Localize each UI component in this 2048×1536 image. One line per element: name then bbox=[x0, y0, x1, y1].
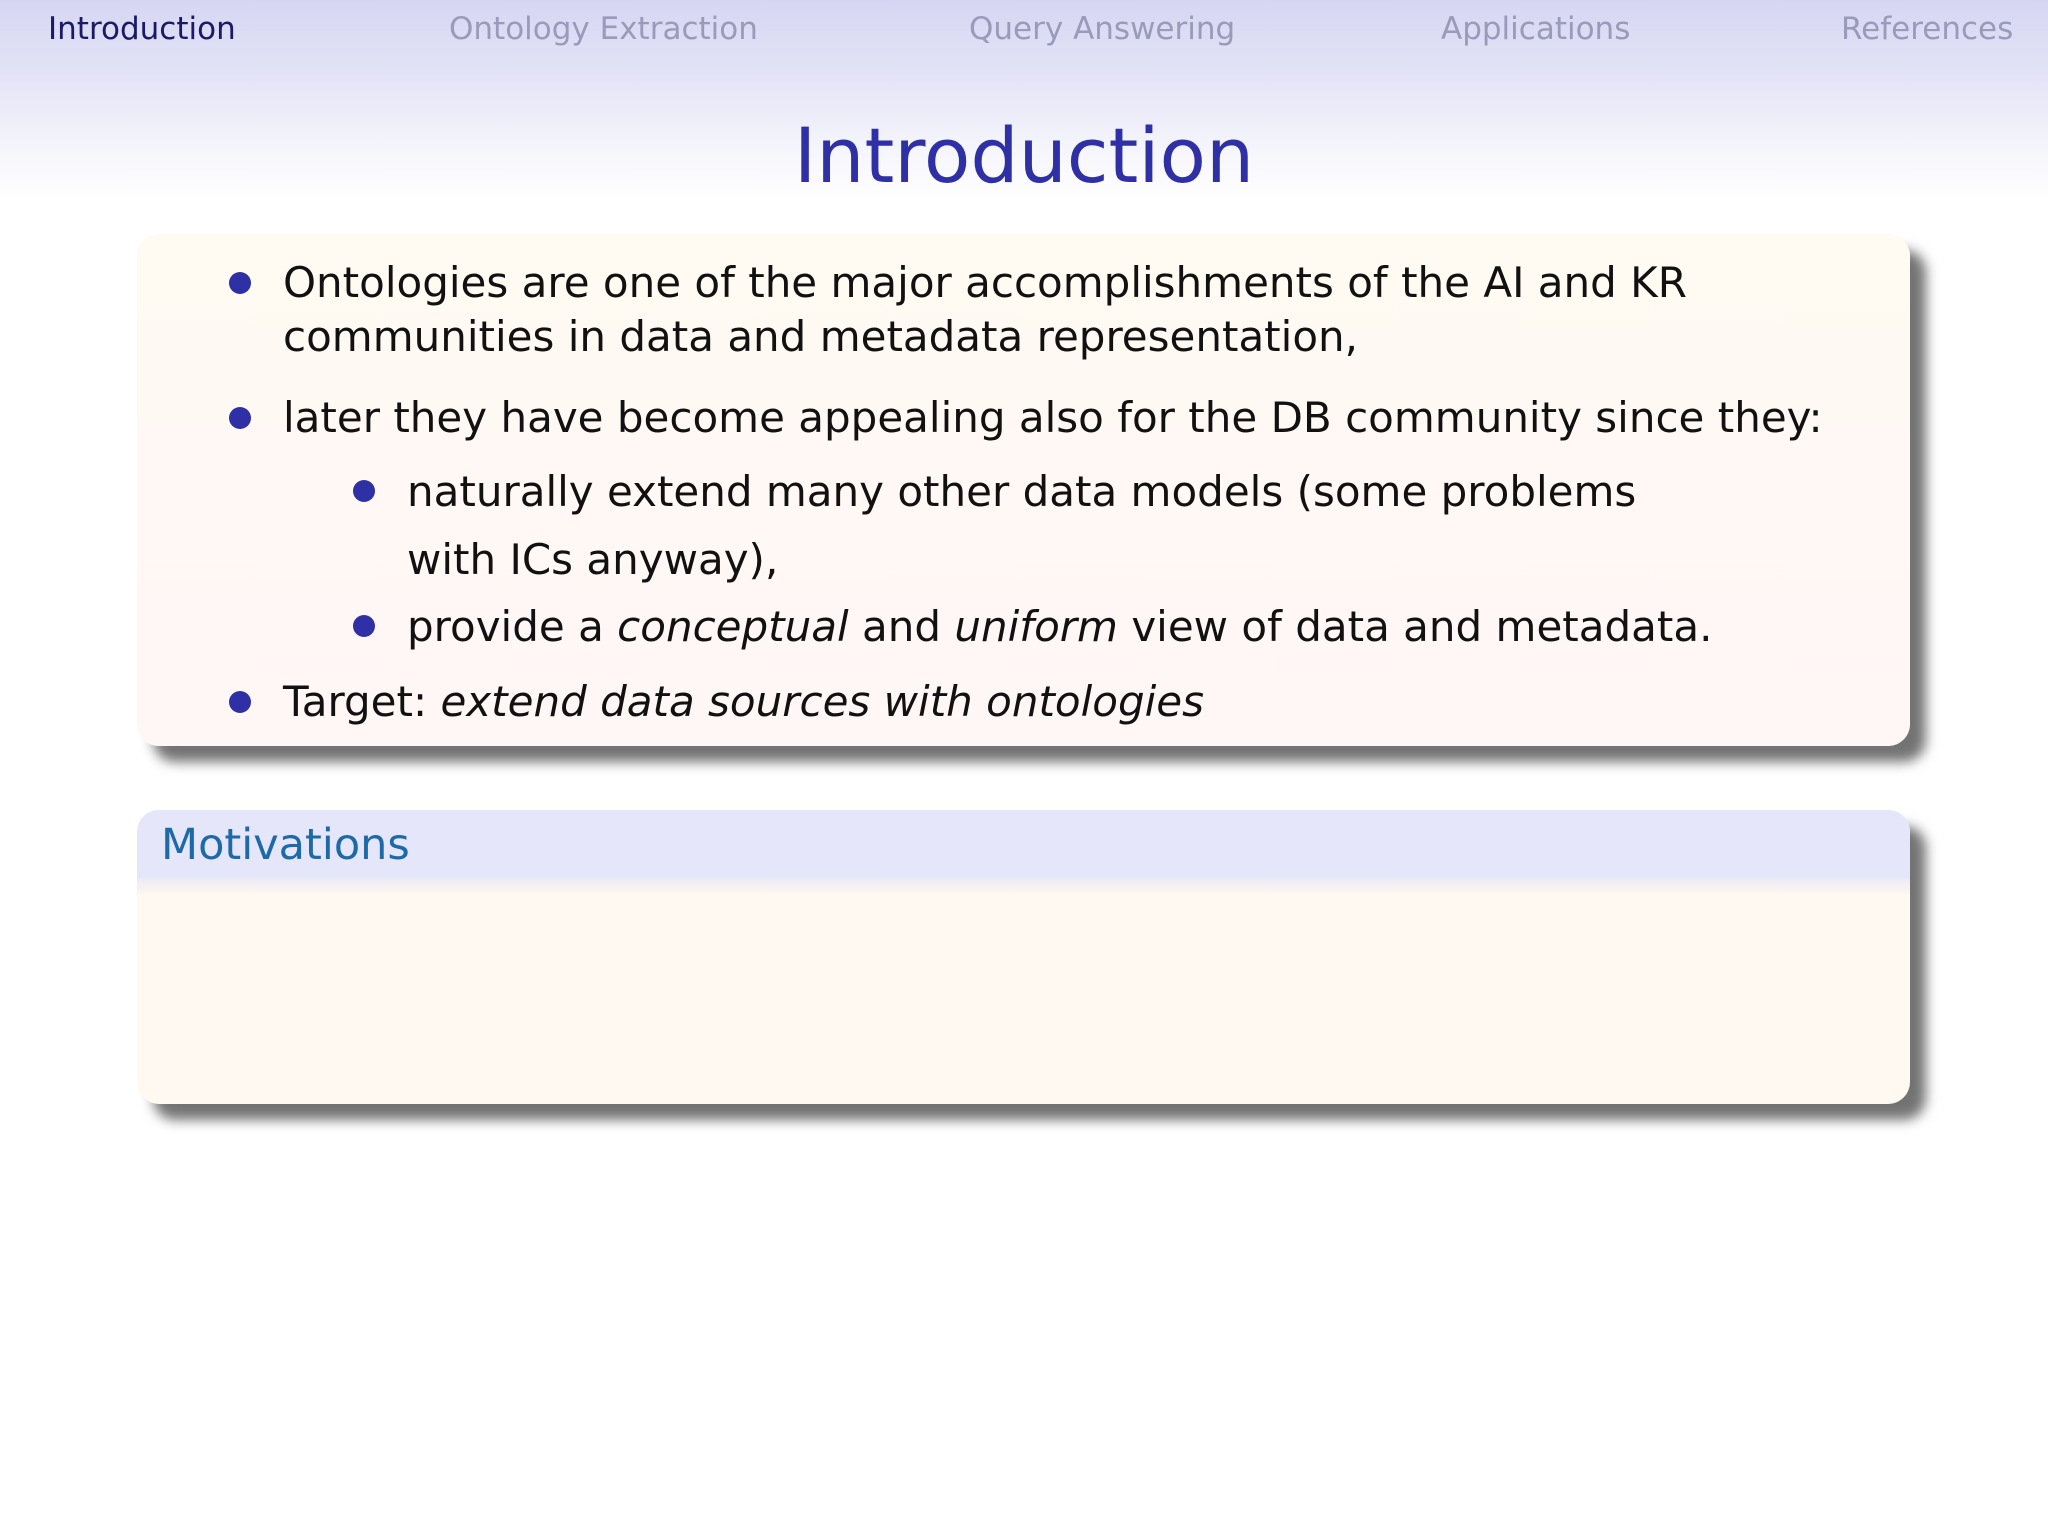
bullet-text: Ontologies are one of the major accomplishments of the AI and KR communities in data and metadata representation, bbox=[283, 258, 1687, 361]
bullet-dot-icon bbox=[229, 272, 251, 294]
content-box bbox=[137, 234, 1910, 746]
nav-item-introduction[interactable]: Introduction bbox=[48, 11, 236, 47]
nav-item-query-answering[interactable]: Query Answering bbox=[969, 11, 1236, 47]
nav-item-applications[interactable]: Applications bbox=[1441, 11, 1631, 47]
bullet-text: provide a conceptual and uniform view of data and metadata. bbox=[407, 602, 1713, 651]
navigation-bar bbox=[0, 0, 2048, 60]
nav-item-ontology-extraction[interactable]: Ontology Extraction bbox=[449, 11, 758, 47]
bullet-text: later they have become appealing also for the DB community since they: bbox=[283, 393, 1823, 442]
bullet-dot-icon bbox=[353, 480, 375, 502]
bullet-dot-icon bbox=[229, 407, 251, 429]
bullet-target bbox=[283, 675, 1823, 729]
bullet-ontologies bbox=[283, 256, 1823, 364]
motivations-header bbox=[137, 810, 1910, 878]
bullet-dot-icon bbox=[353, 615, 375, 637]
bullet-text: naturally extend many other data models (some problems with ICs anyway), bbox=[407, 467, 1637, 584]
bullet-dot-icon bbox=[229, 691, 251, 713]
emphasis-conceptual: conceptual bbox=[617, 602, 849, 651]
motivations-block bbox=[137, 810, 1910, 1104]
nav-item-references[interactable]: References bbox=[1841, 11, 2014, 47]
bullet-text: Target: extend data sources with ontologies bbox=[283, 677, 1205, 726]
emphasis-target: extend data sources with ontologies bbox=[440, 677, 1205, 726]
subbullet-uniform-view bbox=[407, 593, 1717, 661]
motivations-title: Motivations bbox=[161, 820, 410, 870]
emphasis-uniform: uniform bbox=[954, 602, 1118, 651]
subbullet-data-models bbox=[407, 458, 1717, 594]
bullet-db-community bbox=[283, 391, 1823, 445]
motivations-header-fade bbox=[137, 878, 1910, 896]
frame-title: Introduction bbox=[793, 111, 1255, 200]
